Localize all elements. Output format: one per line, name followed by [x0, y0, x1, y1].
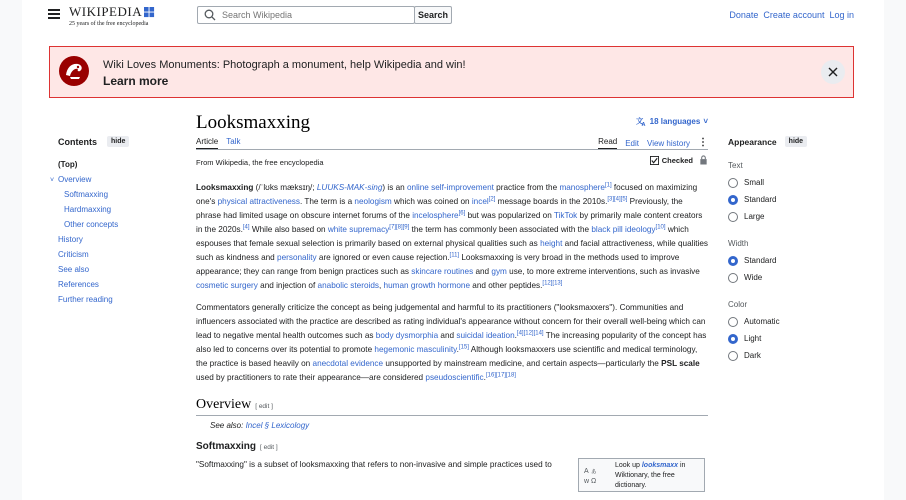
languages-button[interactable]	[636, 116, 708, 127]
link-tiktok[interactable]: TikTok	[553, 211, 578, 220]
toc-item-references[interactable]: References	[58, 280, 99, 289]
ref[interactable]: [6]	[458, 210, 466, 217]
pronunciation-link[interactable]: LUUKS-MAK-sing	[316, 183, 383, 192]
table-of-contents	[50, 136, 168, 307]
link-neologism[interactable]: neologism	[354, 197, 392, 206]
toc-item-softmaxxing[interactable]: Softmaxxing	[64, 190, 109, 199]
tab-article[interactable]: Article	[196, 137, 218, 149]
link-personality[interactable]: personality	[277, 253, 317, 262]
wikipedia-logo[interactable]	[69, 4, 155, 27]
toc-item-criticism[interactable]: Criticism	[58, 250, 89, 259]
tab-edit[interactable]: Edit	[625, 138, 640, 148]
link-incel[interactable]: incel	[471, 197, 489, 206]
radio-button[interactable]	[728, 212, 738, 222]
text: . The term is a	[299, 197, 355, 206]
radio-button[interactable]	[728, 351, 738, 361]
checked-label: Checked	[661, 155, 693, 165]
ref[interactable]: [4][12][14]	[516, 330, 544, 337]
radio-label: Dark	[744, 351, 761, 360]
banner-text: Wiki Loves Monuments: Photograph a monument, help Wikipedia and win!	[103, 59, 466, 71]
ref[interactable]: [11]	[449, 252, 460, 259]
radio-label: Standard	[744, 256, 777, 265]
text: used by practitioners to rate their appearance—are considered	[196, 373, 426, 382]
link-height[interactable]: height	[540, 239, 563, 248]
link-skincare-routines[interactable]: skincare routines	[411, 267, 474, 276]
text: focused on maximizing one's	[196, 183, 698, 206]
link-human-growth-hormone[interactable]: human growth hormone	[383, 281, 471, 290]
text: Although looksmaxxers use scientific and medical terminology, the practice is based heavily on	[196, 345, 698, 368]
link-gym[interactable]: gym	[491, 267, 507, 276]
toc-item-hardmaxxing[interactable]: Hardmaxxing	[64, 205, 112, 214]
radio-width-wide[interactable]	[728, 269, 848, 286]
link-hegemonic-masculinity[interactable]: hegemonic masculinity	[374, 345, 457, 354]
text: .	[456, 345, 459, 354]
radio-text-small[interactable]	[728, 174, 848, 191]
radio-label: Large	[744, 212, 765, 221]
chevron-down-icon: ˅	[703, 117, 708, 126]
link-online-self-improvement[interactable]: online self-improvement	[406, 183, 494, 192]
edit-section-link[interactable]: [ edit ]	[255, 403, 273, 410]
link-suicidal-ideation[interactable]: suicidal ideation	[456, 331, 515, 340]
width-group-label: Width	[728, 239, 749, 248]
checkbox-check-icon	[650, 156, 659, 165]
text: and	[438, 331, 457, 340]
radio-button[interactable]	[728, 334, 738, 344]
ref[interactable]: [16][17][18]	[485, 372, 516, 379]
tab-read[interactable]: Read	[598, 137, 617, 149]
text: and	[473, 267, 492, 276]
search-input[interactable]	[220, 9, 410, 21]
radio-color-automatic[interactable]	[728, 313, 848, 330]
text: Looksmaxxing is very broad in the methods used to improve appearance; they can range from benign practices such as	[196, 253, 680, 276]
text: and facial attractiveness, while qualities such as kindness and	[196, 239, 709, 262]
text: the term has commonly been associated with the	[409, 225, 592, 234]
more-tools-icon[interactable]: ⋮	[698, 137, 708, 148]
close-icon	[828, 67, 838, 77]
text: are ignored or even cause rejection.	[316, 253, 450, 262]
radio-text-large[interactable]	[728, 208, 848, 225]
text: which was coined on	[391, 197, 472, 206]
translate-icon	[636, 116, 647, 127]
radio-button[interactable]	[728, 317, 738, 327]
radio-button[interactable]	[728, 273, 738, 283]
text-group-label: Text	[728, 161, 743, 170]
radio-label: Light	[744, 334, 762, 343]
link-pseudoscientific[interactable]: pseudoscientific	[425, 373, 484, 382]
text: by primarily male content creators in the 2020s.	[196, 211, 703, 234]
text: which espouses that female sexual selection is primarily based on external physical qualities such as	[196, 225, 689, 248]
radio-label: Automatic	[744, 317, 780, 326]
donate-link[interactable]: Donate	[729, 10, 759, 20]
svg-text:A: A	[641, 122, 646, 127]
languages-label: 18 languages	[649, 117, 701, 126]
toc-item-see-also[interactable]: See also	[58, 265, 90, 274]
toc-item-history[interactable]: History	[58, 235, 83, 244]
text: and other peptides.	[470, 281, 543, 290]
page-tabs	[196, 136, 708, 150]
main-content	[196, 110, 709, 489]
text: ,	[378, 281, 384, 290]
link-cosmetic-surgery[interactable]: cosmetic surgery	[196, 281, 258, 290]
radio-text-standard[interactable]	[728, 191, 848, 208]
svg-text:文: 文	[635, 116, 643, 126]
link-anecdotal-evidence[interactable]: anecdotal evidence	[312, 359, 384, 368]
toc-title: Contents	[58, 136, 97, 147]
text: message boards in the 2010s.	[495, 197, 608, 206]
logo-tagline: 25 years of the free encyclopedia	[69, 21, 149, 27]
toc-item-top[interactable]: (Top)	[58, 160, 78, 169]
text: ) is an	[382, 183, 407, 192]
see-also-hatnote	[196, 421, 708, 430]
text: in Wiktionary, the free dictionary.	[615, 462, 686, 489]
ref[interactable]: [15]	[458, 344, 469, 351]
ref[interactable]: [3][4][5]	[607, 196, 628, 203]
ref[interactable]: [7][8][9]	[389, 224, 410, 231]
term-bold: Looksmaxxing	[196, 183, 254, 192]
ref[interactable]: [2]	[488, 196, 496, 203]
subsection-heading-softmaxxing	[196, 441, 708, 452]
page-title: Looksmaxxing	[196, 112, 310, 133]
radio-button[interactable]	[728, 178, 738, 188]
toc-item-further-reading[interactable]: Further reading	[58, 295, 113, 304]
section-heading-overview	[196, 397, 708, 416]
toc-hide-button[interactable]: hide	[107, 136, 129, 147]
create-account-link[interactable]: Create account	[763, 10, 825, 20]
checked-status[interactable]	[650, 155, 708, 165]
toc-item-other-concepts[interactable]: Other concepts	[64, 220, 119, 229]
text: See also:	[210, 421, 246, 430]
notice-banner	[49, 46, 854, 98]
site-tagline: From Wikipedia, the free encyclopedia	[196, 158, 324, 167]
puzzle-icon	[144, 7, 155, 18]
logo-wordmark: WIKIPEDIA	[69, 4, 143, 19]
text: unsupported by mainstream medicine, and certain aspects—particularly the	[383, 359, 662, 368]
text: Previously, the phrase had limited usage on obscure internet forums of the	[196, 197, 683, 220]
text: but was popularized on	[465, 211, 554, 220]
svg-text:A ぁ: A ぁ	[584, 468, 598, 475]
ref[interactable]: [12][13]	[542, 280, 563, 287]
text: (/ˈlʊks mæksɪŋ/;	[253, 183, 317, 192]
search-box[interactable]	[197, 6, 415, 24]
paragraph-criticism	[196, 301, 708, 385]
edit-section-link[interactable]: [ edit ]	[260, 444, 278, 451]
link-incelosphere[interactable]: incelosphere	[412, 211, 459, 220]
radio-button[interactable]	[728, 195, 738, 205]
text: .	[514, 331, 517, 340]
wiki-loves-monuments-logo	[58, 55, 90, 87]
toc-item-overview[interactable]	[50, 172, 168, 187]
link-body-dysmorphia[interactable]: body dysmorphia	[375, 331, 439, 340]
banner-close-button[interactable]	[821, 60, 845, 84]
ref[interactable]: [10]	[655, 224, 666, 231]
appearance-hide-button[interactable]: hide	[785, 136, 807, 147]
text: The increasing popularity of the concept has also led to concerns over its potential to promote	[196, 331, 707, 354]
wiktionary-box	[578, 458, 705, 492]
page	[22, 0, 884, 500]
heading-text: Softmaxxing	[196, 441, 257, 452]
wiktionary-icon	[583, 464, 609, 486]
chevron-down-icon[interactable]: ˅	[50, 177, 55, 184]
link-black-pill[interactable]: black pill ideology	[591, 225, 656, 234]
text: and injection of	[257, 281, 318, 290]
toc-item-overview-label: Overview	[58, 175, 92, 184]
link-anabolic-steroids[interactable]: anabolic steroids	[317, 281, 379, 290]
search-button[interactable]: Search	[414, 6, 452, 24]
svg-text:w Ω: w Ω	[584, 478, 597, 485]
header	[22, 0, 884, 32]
radio-label: Wide	[744, 273, 763, 282]
link-physical-attractiveness[interactable]: physical attractiveness	[217, 197, 300, 206]
text: practice from the	[493, 183, 560, 192]
link-manosphere[interactable]: manosphere	[559, 183, 605, 192]
text: use, to more extreme interventions, such as invasive	[506, 267, 700, 276]
paragraph-intro	[196, 181, 708, 293]
radio-button[interactable]	[728, 256, 738, 266]
appearance-panel	[728, 136, 848, 364]
user-links	[729, 10, 854, 20]
color-group-label: Color	[728, 300, 748, 309]
tab-talk[interactable]: Talk	[226, 137, 241, 146]
term-bold: PSL scale	[661, 359, 700, 368]
radio-label: Standard	[744, 195, 777, 204]
main-menu-icon[interactable]	[48, 9, 60, 19]
ref[interactable]: [4]	[242, 224, 250, 231]
text: .	[483, 373, 486, 382]
paragraph-softmaxxing: "Softmaxxing" is a subset of looksmaxxing that refers to non-invasive and simple practices used to	[196, 460, 552, 469]
text: While also based on	[249, 225, 328, 234]
heading-text: Overview	[196, 397, 252, 412]
ref[interactable]: [1]	[604, 182, 612, 189]
search-icon	[203, 8, 217, 22]
banner-learn-more[interactable]: Learn more	[103, 74, 169, 88]
lock-icon	[699, 155, 708, 165]
radio-width-standard[interactable]	[728, 252, 848, 269]
radio-color-light[interactable]	[728, 330, 848, 347]
link-wiktionary-looksmaxx[interactable]: looksmaxx	[641, 462, 679, 469]
link-white-supremacy[interactable]: white supremacy	[327, 225, 390, 234]
appearance-title: Appearance	[728, 136, 777, 147]
radio-label: Small	[744, 178, 765, 187]
text: Look up	[615, 462, 642, 469]
radio-color-dark[interactable]	[728, 347, 848, 364]
text: Commentators generally criticize the concept as being judgemental and harmful to its practitioners ("looksmaxxers"). Communities and influencers associated with the practice are described as rating individual's appearance without concern for their overall well-being which can lead to negative mental health outcomes such as	[196, 303, 706, 340]
link-incel-lexicology[interactable]: Incel § Lexicology	[245, 421, 310, 430]
tab-view-history[interactable]: View history	[647, 138, 690, 148]
log-in-link[interactable]: Log in	[829, 10, 854, 20]
